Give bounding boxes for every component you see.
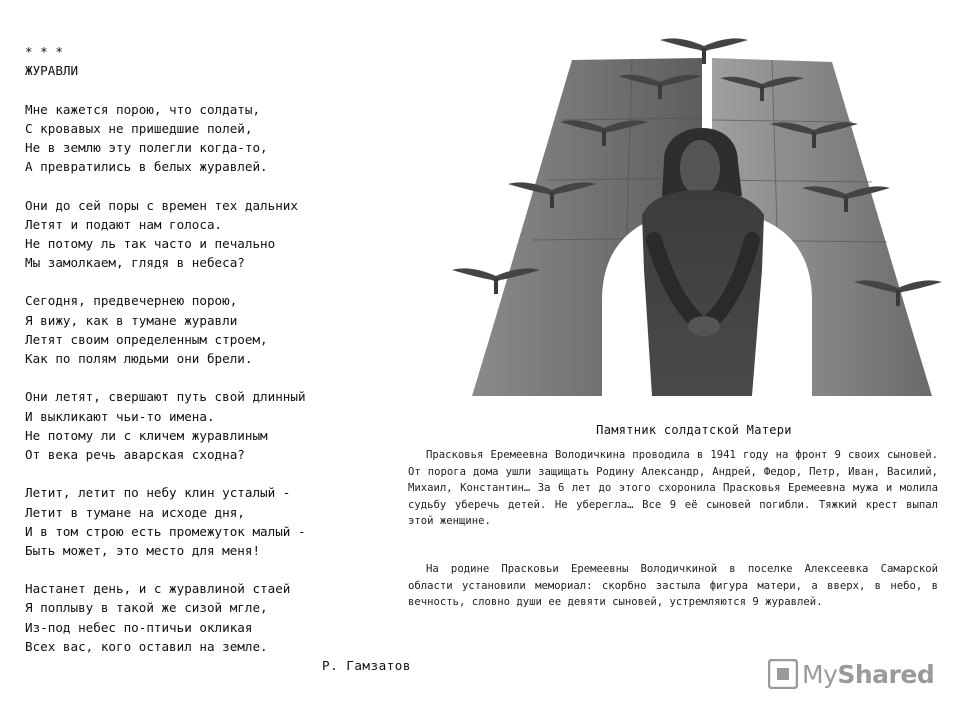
poem-line: Летит, летит по небу клин усталый - (25, 485, 291, 501)
poem-line: Не потому ль так часто и печально (25, 235, 276, 251)
poem-line: Я поплыву в такой же сизой мгле, (25, 600, 268, 616)
caption-paragraph-1-text: Прасковья Еремеевна Володичкина проводила в 1941 году на фронт 9 своих сыновей. От порога дома ушли защищать Родину Александр, Андрей, Федор, Петр, Иван, Василий, Михаил, Константин… За 6 лет до этого схоронила Прасковья Еремеевна мужа и молила судьбу уберечь детей. Не уберегла… Все 9 её сыновей погибли. Тяжкий крест выпал этой женщине. (408, 449, 938, 528)
monument-illustration (432, 0, 960, 396)
poem-line: И в том строю есть промежуток малый - (25, 523, 306, 539)
caption-title: Памятник солдатской Матери (596, 423, 792, 437)
caption-paragraph-2-text: На родине Прасковьи Еремеевны Володичкиной в поселке Алексеевка Самарской области установили мемориал: скорбно застыла фигура матери, а вверх, в небо, в вечность, словно души ее девяти сыновей, устремляются 9 журавлей. (408, 563, 938, 609)
poem-line: И выкликают чьи-то имена. (25, 408, 215, 424)
poem-line: Всех вас, кого оставил на земле. (25, 638, 268, 654)
myshared-logo-icon (768, 659, 798, 689)
poem-line: Быть может, это место для меня! (25, 542, 261, 558)
caption-paragraph-1 (408, 447, 938, 530)
myshared-watermark (768, 656, 934, 692)
poem-line: Из-под небес по-птичьи окликая (25, 619, 253, 635)
poem-line: Я вижу, как в тумане журавли (25, 312, 238, 328)
poem-line: Не в землю эту полегли когда-то, (25, 139, 268, 155)
poem-line: Не потому ли с кличем журавлиным (25, 427, 268, 443)
poem-line: Они летят, свершают путь свой длинный (25, 389, 306, 405)
poem-line: А превратились в белых журавлей. (25, 159, 268, 175)
poem-line: Как по полям людьми они брели. (25, 351, 253, 366)
poem-line: Летят и подают нам голоса. (25, 216, 223, 232)
poem-line: С кровавых не пришедшие полей, (25, 120, 253, 136)
poem-line: Летит в тумане на исходе дня, (25, 504, 245, 520)
poem-line: Мы замолкаем, глядя в небеса? (25, 255, 245, 271)
poem-line: Мне кажется порою, что солдаты, (25, 101, 261, 117)
poem-line: ЖУРАВЛИ (25, 63, 79, 79)
poem-line (25, 80, 410, 99)
monument-photo (432, 0, 960, 396)
poem-line: * * * (25, 44, 63, 59)
poem-author: Р. Гамзатов (322, 658, 411, 673)
poem-line: От века речь аварская сходна? (25, 446, 245, 462)
poem-line: Летят своим определенным строем, (25, 331, 268, 347)
caption-paragraph-2 (408, 561, 938, 611)
poem-line (25, 560, 410, 579)
watermark-brand-shared: Shared (837, 659, 935, 689)
poem-line (25, 368, 410, 387)
poem-line: Сегодня, предвечернею порою, (25, 293, 238, 309)
poem-line: Они до сей поры с времен тех дальних (25, 197, 298, 213)
poem-line (25, 464, 410, 483)
watermark-brand-my: My (802, 659, 838, 689)
poem-line (25, 176, 410, 195)
poem (25, 42, 410, 656)
poem-line (25, 272, 410, 291)
poem-line: Настанет день, и с журавлиной стаей (25, 581, 291, 597)
